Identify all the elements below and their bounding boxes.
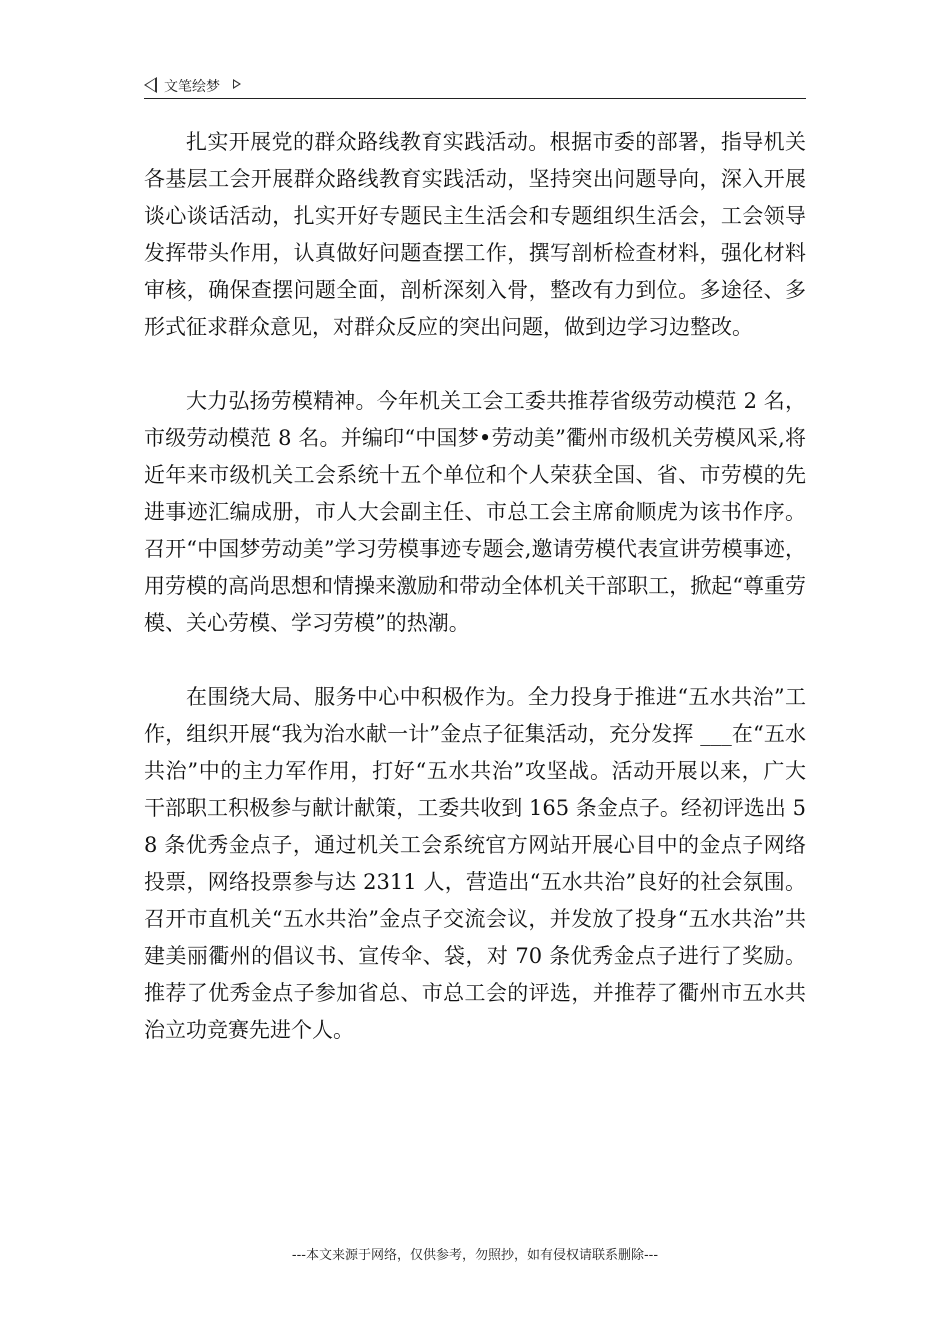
document-body — [144, 124, 806, 1049]
paragraph-mass-line-education: 扎实开展党的群众路线教育实践活动。根据市委的部署，指导机关各基层工会开展群众路线教育实践活动，坚持突出问题导向，深入开展谈心谈话活动，扎实开好专题民主生活会和专题组织生活会，工会领导发挥带头作用，认真做好问题查摆工作，撰写剖析检查材料，强化材料审核，确保查摆问题全面，剖析深刻入骨，整改有力到位。多途径、多形式征求群众意见，对群众反应的突出问题，做到边学习边整改。 — [144, 130, 806, 339]
paragraph-model-worker-spirit: 大力弘扬劳模精神。今年机关工会工委共推荐省级劳动模范 2 名，市级劳动模范 8 名。并编印“中国梦•劳动美”衢州市级机关劳模风采,将近年来市级机关工会系统十五个单位和个人荣获全国、省、市劳模的先进事迹汇编成册，市人大会副主任、市总工会主席俞顺虎为该书作序。召开“中国梦劳动美”学习劳模事迹专题会,邀请劳模代表宣讲劳模事迹，用劳模的高尚思想和情操来激励和带动全体机关干部职工，掀起“尊重劳模、关心劳模、学习劳模”的热潮。 — [144, 389, 806, 635]
paragraph-five-water-governance: 在围绕大局、服务中心中积极作为。全力投身于推进“五水共治”工作，组织开展“我为治水献一计”金点子征集活动，充分发挥 ___在“五水共治”中的主力军作用，打好“五水共治”攻坚战。活动开展以来，广大干部职工积极参与献计献策，工委共收到 165 条金点子。经初评选出 58 条优秀金点子，通过机关工会系统官方网站开展心目中的金点子网络投票，网络投票参与达 2311 人，营造出“五水共治”良好的社会氛围。召开市直机关“五水共治”金点子交流会议，并发放了投身“五水共治”共建美丽衢州的倡议书、宣传伞、袋，对 70 条优秀金点子进行了奖励。推荐了优秀金点子参加省总、市总工会的评选，并推荐了衢州市五水共治立功竞赛先进个人。 — [144, 685, 806, 1042]
triangle-left-icon — [144, 77, 157, 93]
footer-disclaimer: ---本文来源于网络，仅供参考，勿照抄，如有侵权请联系删除--- — [291, 1248, 659, 1263]
header-title: 文笔绘梦 — [164, 79, 220, 95]
page-header — [144, 72, 806, 99]
triangle-right-icon — [233, 79, 241, 89]
